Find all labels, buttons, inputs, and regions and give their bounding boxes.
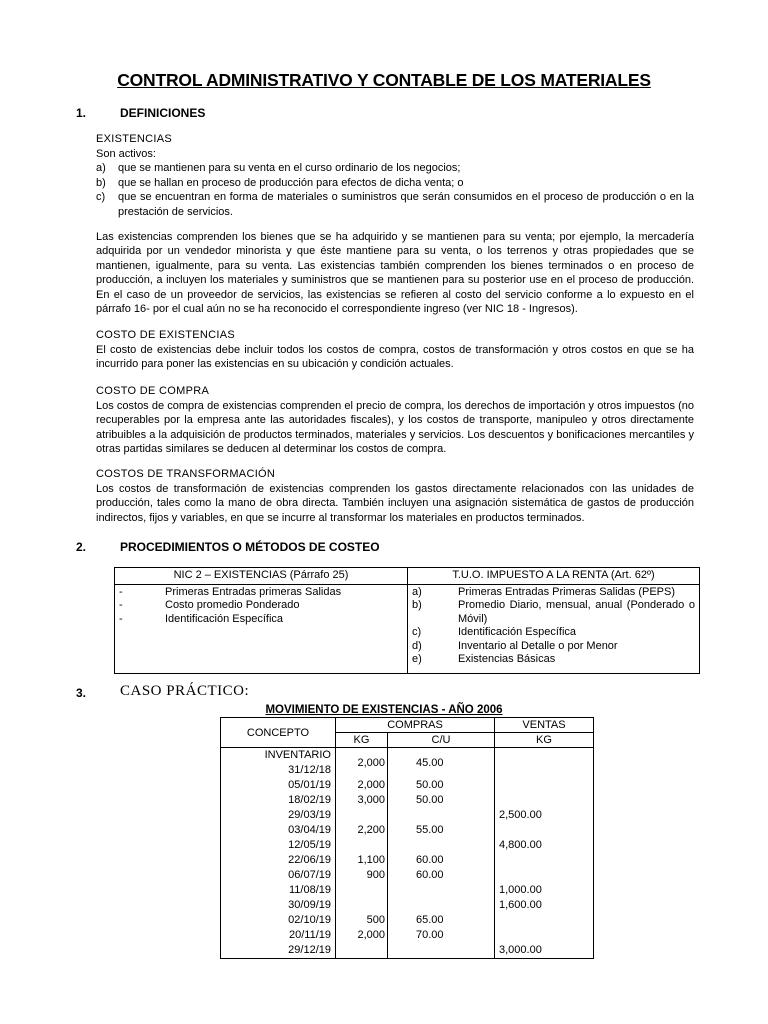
concepto-cell: 30/09/19	[221, 898, 336, 913]
ventas-kg-header: KG	[495, 733, 594, 748]
list-item: e) Existencias Básicas	[412, 653, 556, 665]
cu-cell: 70.00	[388, 928, 495, 943]
cu-cell	[388, 808, 495, 823]
cu-cell: 50.00	[388, 793, 495, 808]
costing-methods-table	[114, 567, 700, 674]
table-row	[221, 778, 594, 793]
table-row	[221, 748, 594, 779]
concepto-cell: INVENTARIO 31/12/18	[221, 748, 336, 779]
ventas-cell	[495, 913, 594, 928]
page-title: CONTROL ADMINISTRATIVO Y CONTABLE DE LOS MATERIALES	[117, 70, 651, 90]
concepto-cell: 18/02/19	[221, 793, 336, 808]
costo-compra-label: COSTO DE COMPRA	[96, 385, 210, 397]
concepto-cell: 29/03/19	[221, 808, 336, 823]
list-item: a) que se mantienen para su venta en el curso ordinario de los negocios;	[96, 162, 461, 175]
cu-header: C/U	[388, 733, 495, 748]
ventas-cell	[495, 823, 594, 838]
concepto-cell: 29/12/19	[221, 943, 336, 959]
list-item: b) que se hallan en proceso de producción para efectos de dicha venta; o	[96, 176, 464, 189]
kg-cell: 3,000	[336, 793, 388, 808]
table-row	[221, 928, 594, 943]
section-3-number: 3.	[76, 686, 87, 700]
kg-cell: 900	[336, 868, 388, 883]
kg-cell: 2,000	[336, 748, 388, 779]
concepto-cell: 11/08/19	[221, 883, 336, 898]
list-item: - Identificación Específica	[119, 612, 284, 625]
table-row	[221, 793, 594, 808]
cu-cell: 60.00	[388, 853, 495, 868]
tuo-header: T.U.O. IMPUESTO A LA RENTA (Art. 62º)	[408, 568, 700, 585]
concepto-cell: 12/05/19	[221, 838, 336, 853]
concepto-cell: 20/11/19	[221, 928, 336, 943]
cu-cell	[388, 943, 495, 959]
table-row	[221, 883, 594, 898]
table-row	[221, 943, 594, 959]
list-item: b) Promedio Diario, mensual, anual (Ponderado o Móvil)	[412, 599, 695, 625]
costos-transformacion-paragraph: Los costos de transformación de existencias comprenden los gastos directamente relacionados con las unidades de producción, tales como la mano de obra directa. También incluyen una asignación sistemática de gastos de producción indirectos, fijos y variables, en que se incurre al transformar los materiales en productos terminados.	[96, 483, 694, 524]
cu-cell: 60.00	[388, 868, 495, 883]
tuo-methods-cell	[408, 584, 700, 673]
section-1-number: 1.	[76, 106, 87, 120]
ventas-cell: 1,600.00	[495, 898, 594, 913]
ventas-cell	[495, 868, 594, 883]
kg-cell: 2,200	[336, 823, 388, 838]
concepto-cell: 02/10/19	[221, 913, 336, 928]
kg-cell: 1,100	[336, 853, 388, 868]
list-item: c) que se encuentran en forma de materiales o suministros que serán consumidos en el proceso de producción o en la prestación de servicios.	[96, 191, 694, 218]
nic-header: NIC 2 – EXISTENCIAS (Párrafo 25)	[115, 568, 408, 585]
section-2-number: 2.	[76, 540, 87, 554]
list-item: a) Primeras Entradas Primeras Salidas (PEPS)	[412, 585, 676, 598]
existencias-label: EXISTENCIAS	[96, 133, 173, 145]
costos-transformacion-label: COSTOS DE TRANSFORMACIÓN	[96, 468, 276, 480]
list-item: c) Identificación Específica	[412, 626, 577, 638]
concepto-cell: 06/07/19	[221, 868, 336, 883]
section-3-heading: CASO PRÁCTICO:	[120, 683, 250, 699]
cu-cell	[388, 883, 495, 898]
ventas-cell: 1,000.00	[495, 883, 594, 898]
kg-cell	[336, 808, 388, 823]
ventas-cell	[495, 778, 594, 793]
ventas-cell	[495, 928, 594, 943]
list-item: - Primeras Entradas primeras Salidas	[119, 585, 342, 598]
kg-cell	[336, 838, 388, 853]
ventas-header: VENTAS	[495, 718, 594, 733]
table-row	[221, 838, 594, 853]
compras-header: COMPRAS	[336, 718, 495, 733]
existencias-intro: Son activos:	[96, 148, 156, 160]
costo-existencias-paragraph: El costo de existencias debe incluir todos los costos de compra, costos de transformación y otros costos en que se ha incurrido para poner las existencias en su ubicación y condición actuales.	[96, 344, 694, 371]
cu-cell: 55.00	[388, 823, 495, 838]
list-item: d) Inventario al Detalle o por Menor	[412, 639, 618, 652]
ventas-cell	[495, 853, 594, 868]
concepto-cell: 03/04/19	[221, 823, 336, 838]
list-item: - Costo promedio Ponderado	[119, 599, 300, 611]
kg-header: KG	[336, 733, 388, 748]
kg-cell	[336, 898, 388, 913]
cu-cell: 65.00	[388, 913, 495, 928]
cu-cell	[388, 898, 495, 913]
table-row	[221, 808, 594, 823]
concepto-cell: 05/01/19	[221, 778, 336, 793]
table-row	[221, 898, 594, 913]
ventas-cell	[495, 793, 594, 808]
cu-cell: 45.00	[388, 748, 495, 779]
ventas-cell: 4,800.00	[495, 838, 594, 853]
ventas-cell	[495, 748, 594, 779]
concepto-header: CONCEPTO	[221, 718, 336, 748]
inventory-movement-table	[220, 717, 594, 959]
kg-cell: 2,000	[336, 928, 388, 943]
table-row	[221, 823, 594, 838]
table-row	[221, 868, 594, 883]
existencias-paragraph: Las existencias comprenden los bienes que se ha adquirido y se mantienen para su venta; por ejemplo, la mercadería adquirida por un vendedor minorista y que éste mantiene para su venta, o los terrenos y otras propiedades que se mantienen, igualmente, para su venta. Las existencias también comprenden los bienes terminados o en proceso de producción, a incluyen los materiales y suministros que se mantienen para su posterior use en el proceso de producción. En el caso de un proveedor de servicios, las existencias se refieren al costo del servicio conforme a lo expuesto en el párrafo 16- por el cual aún no se ha reconocido el correspondiente ingreso (ver NIC 18 - Ingresos).	[96, 231, 694, 316]
table-row	[221, 853, 594, 868]
movement-table-title: MOVIMIENTO DE EXISTENCIAS - AÑO 2006	[265, 704, 503, 716]
table-row	[221, 913, 594, 928]
existencias-block	[96, 147, 694, 219]
costo-compra-paragraph: Los costos de compra de existencias comprenden el precio de compra, los derechos de importación y otros impuestos (no recuperables por la empresa ante las autoridades fiscales), y los costos de transporte, manipuleo y otros directamente atribuibles a la adquisición de productos terminados, materiales y servicios. Los descuentos y bonificaciones mercantiles y otras partidas similares se deducen al determinar los costos de compra.	[96, 400, 694, 456]
section-1-heading: DEFINICIONES	[120, 106, 206, 120]
kg-cell	[336, 943, 388, 959]
ventas-cell: 3,000.00	[495, 943, 594, 959]
costo-existencias-label: COSTO DE EXISTENCIAS	[96, 329, 236, 341]
concepto-cell: 22/06/19	[221, 853, 336, 868]
kg-cell	[336, 883, 388, 898]
nic-methods-cell	[115, 584, 408, 673]
cu-cell: 50.00	[388, 778, 495, 793]
ventas-cell: 2,500.00	[495, 808, 594, 823]
section-2-heading: PROCEDIMIENTOS O MÉTODOS DE COSTEO	[120, 540, 380, 554]
cu-cell	[388, 838, 495, 853]
kg-cell: 500	[336, 913, 388, 928]
kg-cell: 2,000	[336, 778, 388, 793]
